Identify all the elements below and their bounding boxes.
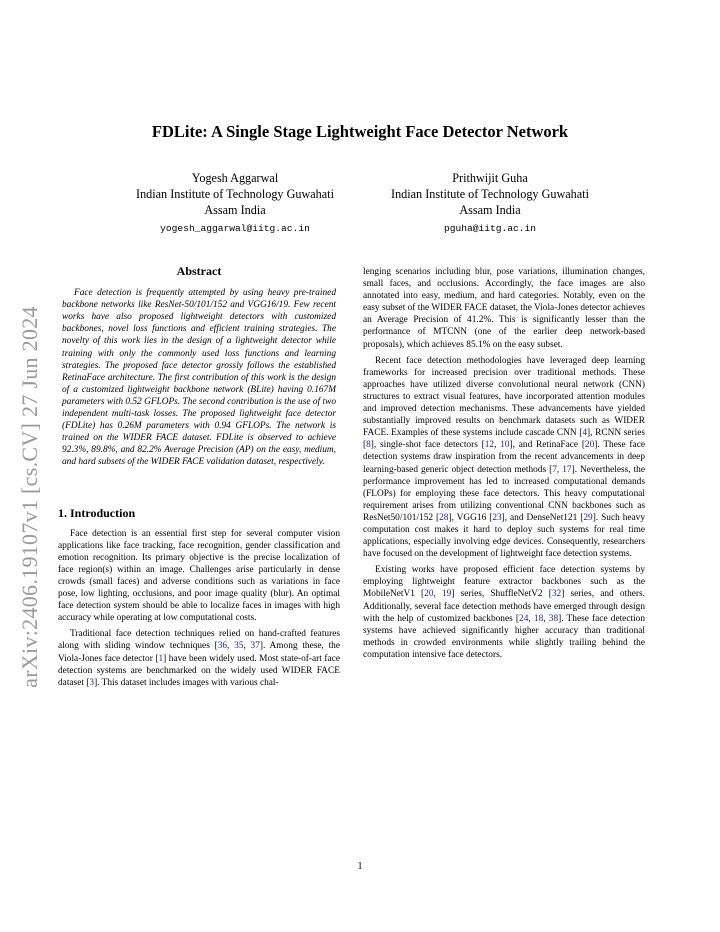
author-affiliation: Indian Institute of Technology Guwahati [391, 187, 589, 201]
abstract-text: Face detection is frequently attempted by using heavy pre-trained backbone networks like ResNet-50/101/152 and VGG16/19. Few recent works have also proposed lightweight detectors with customized backbones, novel loss functions and efficient training strategies. The novelty of this work lies in the design of a lightweight detector while training with only the commonly used loss functions and learning strategies. The proposed face detector grossly follows the established RetinaFace architecture. The first contribution of this work is the design of a customized lightweight backbone network (BLite) having 0.167M parameters with 0.52 GFLOPs. The second contribution is the use of two independent multi-task losses. The proposed lightweight face detector (FDLite) has 0.26M parameters with 0.94 GFLOPs. The network is trained on the WIDER FACE dataset. FDLite is observed to achieve 92.3%, 89.8%, and 82.2% Average Precision (AP) on the easy, medium, and hard subsets of the WIDER FACE validation dataset, respectively. [62, 288, 336, 468]
citation-link[interactable]: 36 [217, 641, 228, 652]
citation-link[interactable]: 29 [583, 512, 593, 523]
paper-title: FDLite: A Single Stage Lightweight Face Detector Network [151, 122, 569, 141]
author-email[interactable]: yogesh_aggarwal@iitg.ac.in [160, 223, 310, 234]
citation-link[interactable]: 3 [89, 677, 95, 688]
left-column [58, 265, 340, 689]
abstract-heading: Abstract [176, 264, 222, 278]
citation-link[interactable]: 20 [424, 589, 434, 600]
citation-link[interactable]: 32 [551, 589, 562, 600]
citation-link[interactable]: 19 [441, 589, 452, 600]
author-block-1 [105, 170, 365, 237]
citation-link[interactable]: 20 [584, 440, 595, 451]
intro-paragraph-2: Traditional face detection techniques relied on hand-crafted features along with sliding window techniques [36, 35, 37]. Among these, the Viola-Jones face detector [1] have been widely used. Most state-of-art face detection systems are benchmarked on the widely used WIDER FACE dataset [3]. This dataset includes images with various chal- [58, 629, 341, 688]
citation-link[interactable]: 8 [366, 440, 371, 451]
intro-paragraph-1: Face detection is an essential first step for several computer vision applications like face tracking, face recognition, gender classification and emotion recognition. Its primary objective is the precise localization of face region(s) within an image. Challenges arise particularly in dense crowds (small faces) and adverse conditions such as variations in face pose, low lighting, occlusions, and poor image quality (blur). An optimal face detection system should be able to localize faces in images with high accuracy while operating at low computational costs. [58, 528, 340, 624]
author-name: Prithwijit Guha [452, 171, 528, 185]
author-name: Yogesh Aggarwal [191, 171, 279, 185]
right-column [363, 266, 645, 661]
citation-link[interactable]: 35 [234, 641, 244, 652]
author-location: Assam India [204, 203, 266, 217]
citation-link[interactable]: 24 [519, 613, 529, 624]
citation-link[interactable]: 17 [562, 464, 572, 475]
citation-link[interactable]: 23 [492, 512, 502, 523]
author-block-2 [355, 170, 625, 237]
citation-link[interactable]: 12 [484, 440, 495, 451]
page-number: 1 [357, 861, 363, 872]
author-email[interactable]: pguha@iitg.ac.in [443, 223, 537, 234]
arxiv-identifier-stamp: arXiv:2406.19107v1 [cs.CV] 27 Jun 2024 [17, 306, 42, 688]
intro-paragraph-4: Existing works have proposed efficient face detection systems by employing lightweight feature extractor backbones such as the MobileNetV1 [20, 19] series, ShuffleNetV2 [32] series, and others. Additionally, several face detection methods have emerged through design with the help of customized backbones [24, 18, 38]. These face detection systems have achieved significantly higher accuracy than traditional methods in crowded environments while slightly trailing behind the computation intensive face detectors. [363, 565, 646, 660]
citation-link[interactable]: 28 [439, 512, 449, 523]
citation-link[interactable]: 4 [582, 428, 588, 439]
author-location: Assam India [459, 203, 521, 217]
citation-link[interactable]: 10 [500, 440, 510, 451]
introduction-heading: 1. Introduction [58, 505, 136, 520]
citation-link[interactable]: 37 [250, 641, 260, 652]
author-affiliation: Indian Institute of Technology Guwahati [136, 187, 334, 201]
citation-link[interactable]: 18 [533, 613, 544, 624]
citation-link[interactable]: 38 [548, 613, 559, 624]
intro-paragraph-continued: lenging scenarios including blur, pose variations, illumination changes, small faces, and occlusions. Accordingly, the face images are also annotated into easy, medium, and hard categories. Notably, even on the easy subset of the WIDER FACE dataset, the Viola-Jones detector achieves an Average Precision of 41.2%. This is significantly lesser than the performance of MTCNN (one of the earlier deep network-based proposals), which achieves 85.1% on the easy subset. [363, 267, 646, 350]
intro-paragraph-3: Recent face detection methodologies have leveraged deep learning frameworks for increased precision over traditional methods. These approaches have utilized diverse convolutional neural network (CNN) structures to extract visual features, have incorporated attention modules and improved detection mechanisms. These advancements have yielded substantially improved results on benchmark datasets such as WIDER FACE. Examples of these systems include cascade CNN [4], RCNN series [8], single-shot face detectors [12, 10], and RetinaFace [20]. These face detection systems draw inspiration from the recent advancements in deep learning-based generic object detection methods [7, 17]. Nevertheless, the performance improvement has led to increased computational demands (FLOPs) for employing these face detectors. This heavy computational requirement arises from utilizing conventional CNN backbones such as ResNet50/101/152 [28], VGG16 [23], and DenseNet121 [29]. Such heavy computation cost makes it hard to deploy such systems for real time applications, especially involving edge devices. Consequently, researchers have focused on the development of lightweight face detection systems. [363, 355, 646, 560]
citation-link[interactable]: 7 [552, 464, 557, 475]
citation-link[interactable]: 1 [158, 653, 164, 664]
